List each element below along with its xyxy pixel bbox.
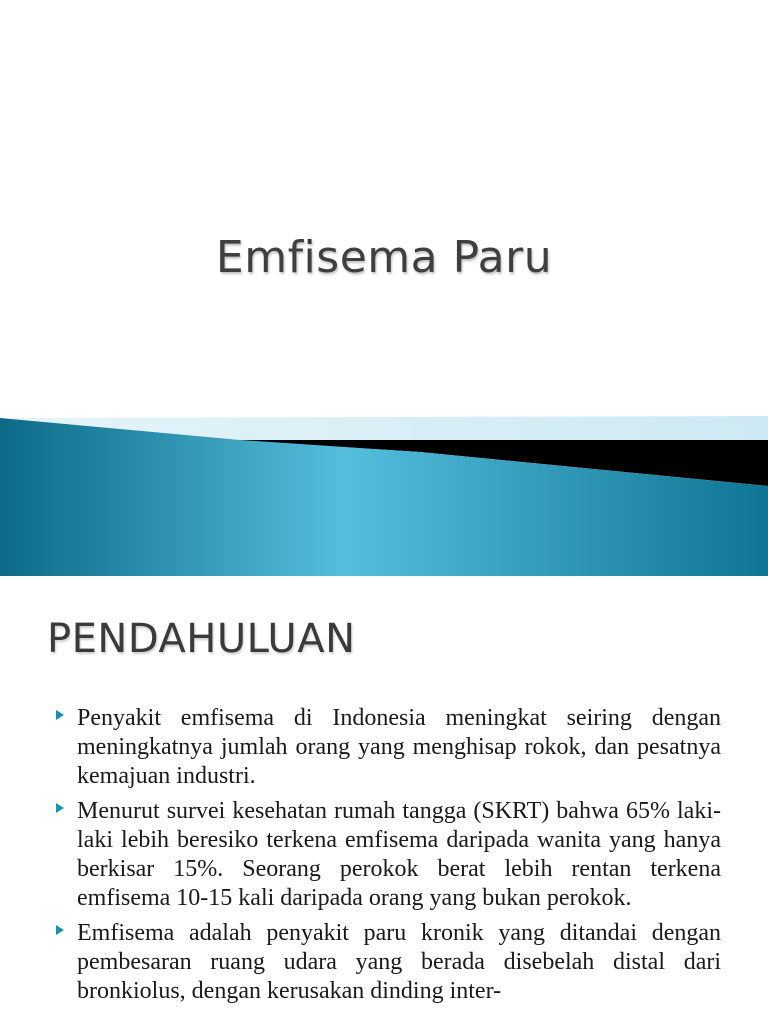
section-heading: PENDAHULUAN: [47, 616, 356, 662]
triangle-bullet-icon: [56, 803, 64, 813]
triangle-bullet-icon: [56, 710, 64, 720]
bullet-list: [52, 704, 721, 1012]
list-item: [52, 919, 721, 1006]
bullet-text: Penyakit emfisema di Indonesia meningkat seiring dengan meningkatnya jumlah orang yang menghisap rokok, dan pesatnya kemajuan industri.: [77, 705, 721, 789]
bullet-text: Emfisema adalah penyakit paru kronik yang ditandai dengan pembesaran ruang udara yang berada disebelah distal dari bronkiolus, dengan kerusakan dinding inter-: [77, 920, 721, 1004]
list-item: [52, 797, 721, 913]
slide-title: Emfisema Paru: [215, 232, 553, 283]
decorative-wave: [0, 400, 768, 576]
list-item: [52, 704, 721, 791]
triangle-bullet-icon: [56, 925, 64, 935]
bullet-text: Menurut survei kesehatan rumah tangga (SKRT) bahwa 65% laki-laki lebih beresiko terkena emfisema daripada wanita yang hanya berkisar 15%. Seorang perokok berat lebih rentan terkena emfisema 10-15 kali daripada orang yang bukan perokok.: [77, 798, 721, 911]
introduction-slide: [0, 576, 768, 1024]
